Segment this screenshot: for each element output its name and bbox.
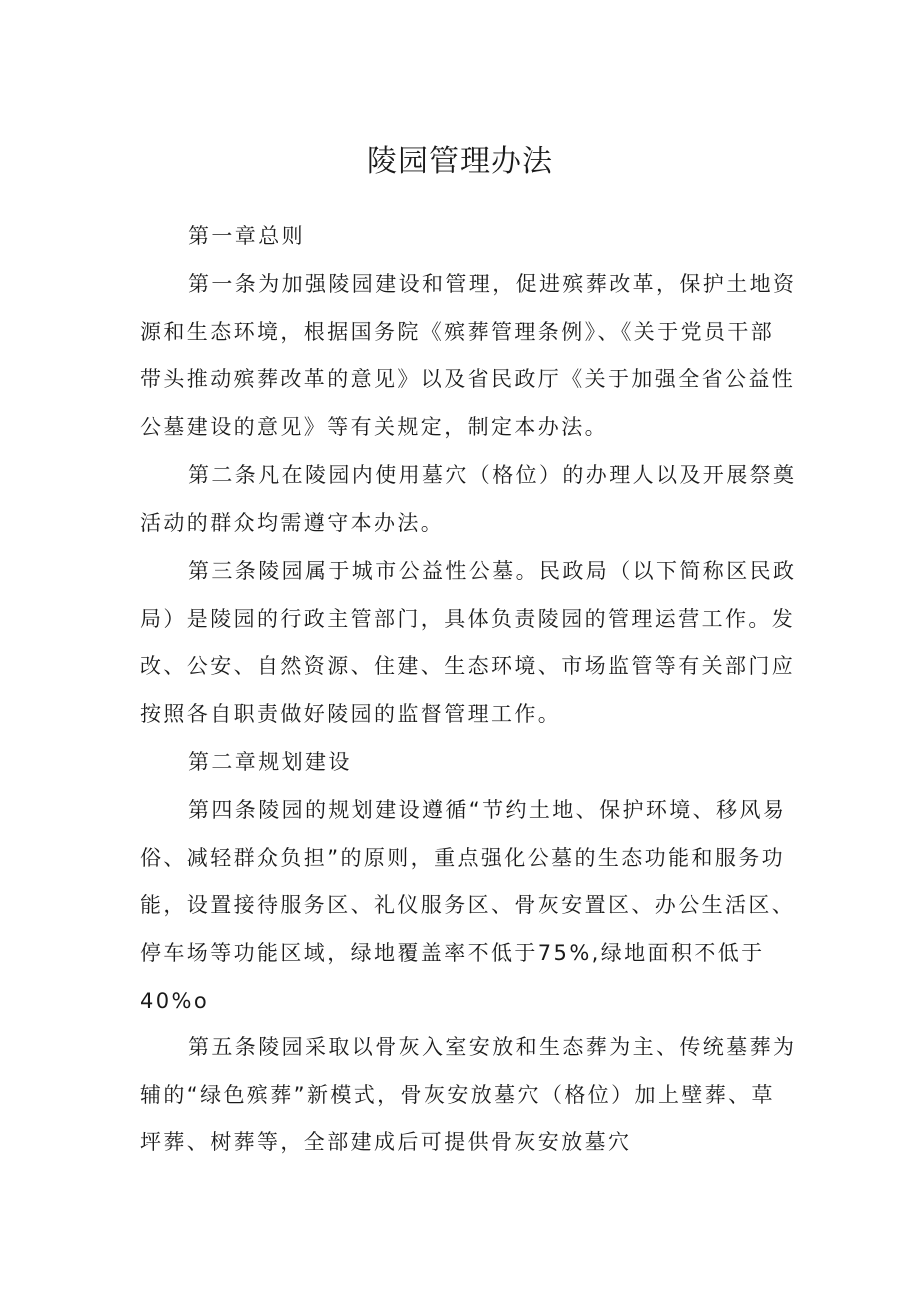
text-line: 源和生态环境，根据国务院《殡葬管理条例》、《关于党员干部 [140,319,775,344]
text-line: 能，设置接待服务区、礼仪服务区、骨灰安置区、办公生活区、 [140,893,796,918]
text-line: 按照各自职责做好陵园的监督管理工作。 [140,702,562,727]
text-line: 第一章总则 [188,224,305,248]
text-line: 第三条陵园属于城市公益性公墓。民政局（以下简称区民政 [188,559,797,583]
text-line: 第四条陵园的规划建设遵循“节约土地、保护环境、移风易 [188,798,787,822]
text-line: 坪葬、树葬等，全部建成后可提供骨灰安放墓穴 [140,1130,632,1155]
chapter-heading [140,739,785,787]
text-line: 改、公安、自然资源、住建、生态环境、市场监管等有关部门应 [140,654,796,679]
article-paragraph [140,548,797,739]
chapter-heading [140,213,785,261]
document-title: 陵园管理办法 [367,144,553,179]
text-line: 第二章规划建设 [188,750,352,774]
text-line: 辅的“绿色殡葬”新模式，骨灰安放墓穴（格位）加上壁葬、草 [140,1082,775,1107]
article-paragraph [140,1024,797,1167]
text-line: 停车场等功能区域，绿地覆盖率不低于75%,绿地面积不低于 [140,941,765,966]
text-line: 公墓建设的意见》等有关规定，制定本办法。 [140,415,608,440]
article-paragraph [140,261,797,452]
text-line: 第一条为加强陵园建设和管理，促进殡葬改革，保护土地资 [188,272,797,296]
text-line: 俗、减轻群众负担”的原则，重点强化公墓的生态功能和服务功 [140,845,786,870]
text-line: 局）是陵园的行政主管部门，具体负责陵园的管理运营工作。发 [140,606,796,631]
text-line: 40%o [140,988,210,1013]
article-paragraph [140,787,796,1025]
text-line: 第二条凡在陵园内使用墓穴（格位）的办理人以及开展祭奠 [188,463,797,487]
text-line: 第五条陵园采取以骨灰入室安放和生态葬为主、传统墓葬为 [188,1035,797,1059]
article-paragraph [140,452,797,547]
text-line: 带头推动殡葬改革的意见》以及省民政厅《关于加强全省公益性 [140,367,796,392]
text-line: 活动的群众均需遵守本办法。 [140,510,445,535]
